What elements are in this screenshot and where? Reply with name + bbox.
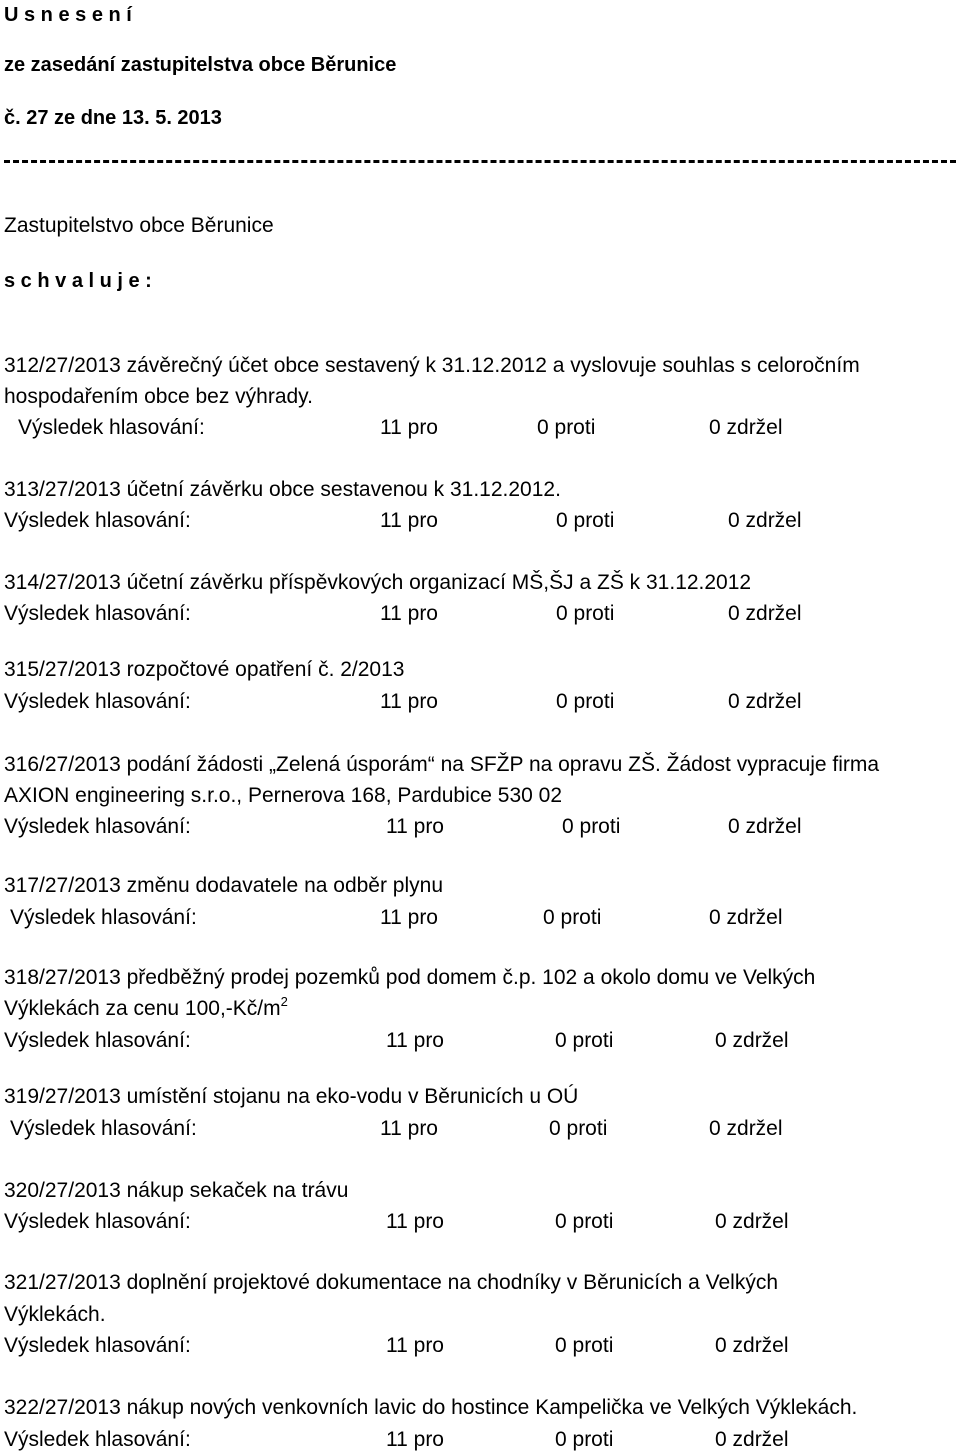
vote-pro: 11 pro xyxy=(386,1334,444,1357)
vote-result-row xyxy=(0,415,960,441)
approves-heading: s c h v a l u j e : xyxy=(4,270,152,292)
vote-pro: 11 pro xyxy=(380,602,438,625)
session-number-date: č. 27 ze dne 13. 5. 2013 xyxy=(4,107,222,129)
vote-pro: 11 pro xyxy=(386,1428,444,1451)
vote-label: Výsledek hlasování: xyxy=(4,1029,191,1052)
vote-abstain: 0 zdržel xyxy=(728,602,802,625)
vote-abstain: 0 zdržel xyxy=(715,1428,789,1451)
resolution-text-line: hospodařením obce bez výhrady. xyxy=(4,385,313,408)
vote-label: Výsledek hlasování: xyxy=(4,690,191,713)
resolution-text-line: 322/27/2013 nákup nových venkovních lavic do hostince Kampelička ve Velkých Výklekách. xyxy=(4,1396,858,1419)
vote-proti: 0 proti xyxy=(549,1117,608,1140)
vote-label: Výsledek hlasování: xyxy=(4,602,191,625)
dashed-divider xyxy=(4,160,956,163)
vote-label: Výsledek hlasování: xyxy=(10,1117,197,1140)
resolution-text-line: 318/27/2013 předběžný prodej pozemků pod domem č.p. 102 a okolo domu ve Velkých xyxy=(4,966,816,989)
vote-result-row xyxy=(0,1427,960,1453)
resolution-text-line: 316/27/2013 podání žádosti „Zelená úsporám“ na SFŽP na opravu ZŠ. Žádost vypracuje firma xyxy=(4,753,880,776)
vote-pro: 11 pro xyxy=(380,416,438,439)
resolution-text-line: Výklekách za cenu $100,-Kč/m^2$ xyxy=(4,994,288,1020)
vote-pro: 11 pro xyxy=(380,509,438,532)
resolution-text-line: 313/27/2013 účetní závěrku obce sestavenou k 31.12.2012. xyxy=(4,478,561,501)
vote-abstain: 0 zdržel xyxy=(709,906,783,929)
vote-proti: 0 proti xyxy=(555,1029,614,1052)
vote-abstain: 0 zdržel xyxy=(715,1334,789,1357)
vote-proti: 0 proti xyxy=(556,690,615,713)
vote-result-row xyxy=(0,1116,960,1142)
vote-abstain: 0 zdržel xyxy=(715,1029,789,1052)
vote-label: Výsledek hlasování: xyxy=(4,509,191,532)
resolution-text-line: 314/27/2013 účetní závěrku příspěvkových organizací MŠ,ŠJ a ZŠ k 31.12.2012 xyxy=(4,571,752,594)
vote-pro: 11 pro xyxy=(380,1117,438,1140)
resolution-text-line: AXION engineering s.r.o., Pernerova 168, Pardubice 530 02 xyxy=(4,784,563,807)
vote-pro: 11 pro xyxy=(386,1029,444,1052)
vote-pro: 11 pro xyxy=(380,906,438,929)
council-name: Zastupitelstvo obce Běrunice xyxy=(4,214,274,237)
resolution-text-line: 312/27/2013 závěrečný účet obce sestavený k 31.12.2012 a vyslovuje souhlas s celoročním xyxy=(4,354,860,377)
resolution-text-line: 315/27/2013 rozpočtové opatření č. 2/2013 xyxy=(4,658,405,681)
resolution-text-line: 319/27/2013 umístění stojanu na eko-vodu v Běrunicích u OÚ xyxy=(4,1085,579,1108)
vote-abstain: 0 zdržel xyxy=(709,1117,783,1140)
vote-abstain: 0 zdržel xyxy=(728,509,802,532)
resolution-text-line: Výklekách. xyxy=(4,1303,106,1326)
vote-label: Výsledek hlasování: xyxy=(4,1210,191,1233)
vote-label: Výsledek hlasování: xyxy=(4,815,191,838)
vote-result-row xyxy=(0,1028,960,1054)
unit-superscript: 2 xyxy=(280,994,288,1009)
vote-proti: 0 proti xyxy=(556,602,615,625)
vote-proti: 0 proti xyxy=(543,906,602,929)
resolution-text-line: 320/27/2013 nákup sekaček na trávu xyxy=(4,1179,349,1202)
vote-result-row xyxy=(0,1209,960,1235)
vote-proti: 0 proti xyxy=(555,1428,614,1451)
vote-result-row xyxy=(0,601,960,627)
document-subtitle: ze zasedání zastupitelstva obce Běrunice xyxy=(4,54,397,76)
document-title: U s n e s e n í xyxy=(4,4,132,26)
vote-label: Výsledek hlasování: xyxy=(18,416,205,439)
vote-label: Výsledek hlasování: xyxy=(10,906,197,929)
resolution-text-line: 317/27/2013 změnu dodavatele na odběr plynu xyxy=(4,874,444,897)
vote-result-row xyxy=(0,814,960,840)
vote-abstain: 0 zdržel xyxy=(728,690,802,713)
vote-result-row xyxy=(0,508,960,534)
vote-abstain: 0 zdržel xyxy=(728,815,802,838)
vote-result-row xyxy=(0,689,960,715)
vote-label: Výsledek hlasování: xyxy=(4,1428,191,1451)
vote-proti: 0 proti xyxy=(555,1334,614,1357)
vote-result-row xyxy=(0,1333,960,1359)
vote-pro: 11 pro xyxy=(386,1210,444,1233)
vote-abstain: 0 zdržel xyxy=(709,416,783,439)
vote-pro: 11 pro xyxy=(386,815,444,838)
vote-proti: 0 proti xyxy=(562,815,621,838)
vote-proti: 0 proti xyxy=(537,416,596,439)
vote-result-row xyxy=(0,905,960,931)
vote-pro: 11 pro xyxy=(380,690,438,713)
vote-proti: 0 proti xyxy=(556,509,615,532)
vote-abstain: 0 zdržel xyxy=(715,1210,789,1233)
vote-label: Výsledek hlasování: xyxy=(4,1334,191,1357)
resolution-text-line: 321/27/2013 doplnění projektové dokumentace na chodníky v Běrunicích a Velkých xyxy=(4,1271,779,1294)
vote-proti: 0 proti xyxy=(555,1210,614,1233)
